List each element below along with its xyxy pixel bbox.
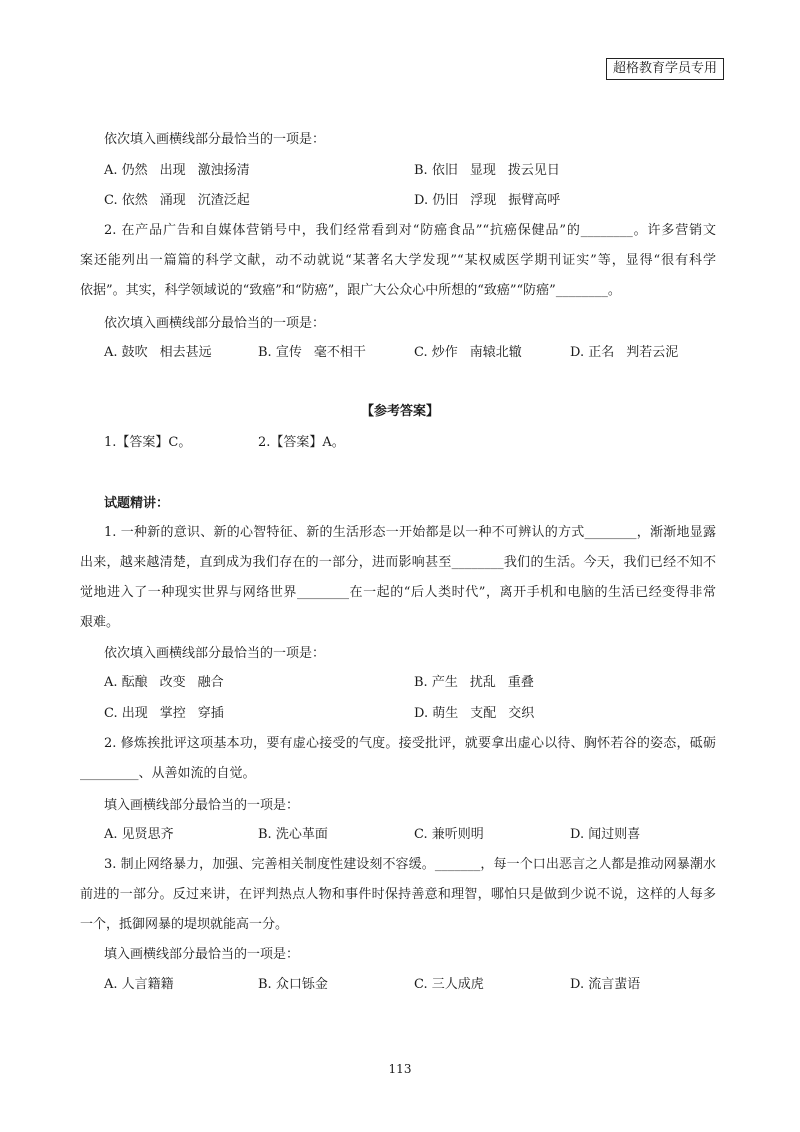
question-text: 前进的一部分。反过来讲，在评判热点人物和事件时保持善意和理智，哪怕只是做到少说不说，这样的人每多 [80, 887, 716, 902]
option-a: A. 人言籍籍 [104, 977, 174, 992]
option-d: D. 萌生 支配 交织 [414, 706, 535, 721]
question-prompt: 依次填入画横线部分最恰当的一项是： [104, 316, 326, 331]
option-c: C. 出现 掌控 穿插 [104, 706, 224, 721]
option-c: C. 炒作 南辕北辙 [414, 345, 522, 360]
option-b: B. 依旧 显现 拨云见日 [414, 163, 560, 178]
option-d: D. 流言蜚语 [570, 977, 641, 992]
drill-title: 试题精讲： [104, 496, 170, 511]
question-text: 2. 修炼挨批评这项基本功，要有虚心接受的气度。接受批评，就要拿出虚心以待、胸怀若谷的姿态，砥砺 [104, 736, 716, 751]
option-d: D. 正名 判若云泥 [570, 345, 679, 360]
option-c: C. 兼听则明 [414, 827, 484, 842]
option-a: A. 鼓吹 相去甚远 [104, 345, 212, 360]
question-text: 一个，抵御网暴的堤坝就能高一分。 [80, 917, 289, 932]
question-prompt: 填入画横线部分最恰当的一项是： [104, 798, 300, 813]
option-a: A. 酝酿 改变 融合 [104, 675, 224, 690]
option-c: C. 三人成虎 [414, 977, 484, 992]
option-b: B. 宣传 毫不相干 [258, 345, 366, 360]
answer-2: 2.【答案】A。 [258, 435, 345, 450]
option-b: B. 产生 扰乱 重叠 [414, 675, 534, 690]
option-d: D. 仍旧 浮现 振臂高呼 [414, 193, 561, 208]
question-text: 出来，越来越清楚，直到成为我们存在的一部分，进而影响甚至________我们的生活。今天，我们已经不知不 [80, 555, 716, 570]
option-b: B. 众口铄金 [258, 977, 328, 992]
option-a: A. 仍然 出现 激浊扬清 [104, 163, 250, 178]
question-text: 案还能列出一篇篇的科学文献，动不动就说“某著名大学发现”“某权威医学期刊证实”等，显得“很有科学 [80, 253, 716, 268]
header-tag: 超格教育学员专用 [606, 58, 724, 80]
question-prompt: 填入画横线部分最恰当的一项是： [104, 947, 300, 962]
option-c: C. 依然 涌现 沉渣泛起 [104, 193, 250, 208]
answers-title: 【参考答案】 [360, 404, 439, 419]
question-text: 2. 在产品广告和自媒体营销号中，我们经常看到对“防癌食品”“抗癌保健品”的________。许多营销文 [104, 223, 716, 238]
option-b: B. 洗心革面 [258, 827, 328, 842]
answer-1: 1.【答案】C。 [104, 435, 192, 450]
question-prompt: 依次填入画横线部分最恰当的一项是： [104, 646, 326, 661]
question-text: 觉地进入了一种现实世界与网络世界________在一起的“后人类时代”，离开手机和电脑的生活已经变得非常 [80, 585, 716, 600]
question-text: 依据”。其实，科学领域说的“致癌”和“防癌”，跟广大公众心中所想的“致癌”“防癌”________。 [80, 283, 621, 298]
option-a: A. 见贤思齐 [104, 827, 174, 842]
question-text: 艰难。 [80, 615, 120, 630]
page-number: 113 [388, 1062, 412, 1076]
question-text: 3. 制止网络暴力，加强、完善相关制度性建设刻不容缓。_______，每一个口出恶言之人都是推动网暴潮水 [104, 857, 716, 872]
question-text: 1. 一种新的意识、新的心智特征、新的生活形态一开始都是以一种不可辨认的方式________，渐渐地显露 [104, 525, 716, 540]
option-d: D. 闻过则喜 [570, 827, 641, 842]
question-text: _________、从善如流的自觉。 [80, 766, 256, 781]
question-prompt: 依次填入画横线部分最恰当的一项是： [104, 132, 326, 147]
